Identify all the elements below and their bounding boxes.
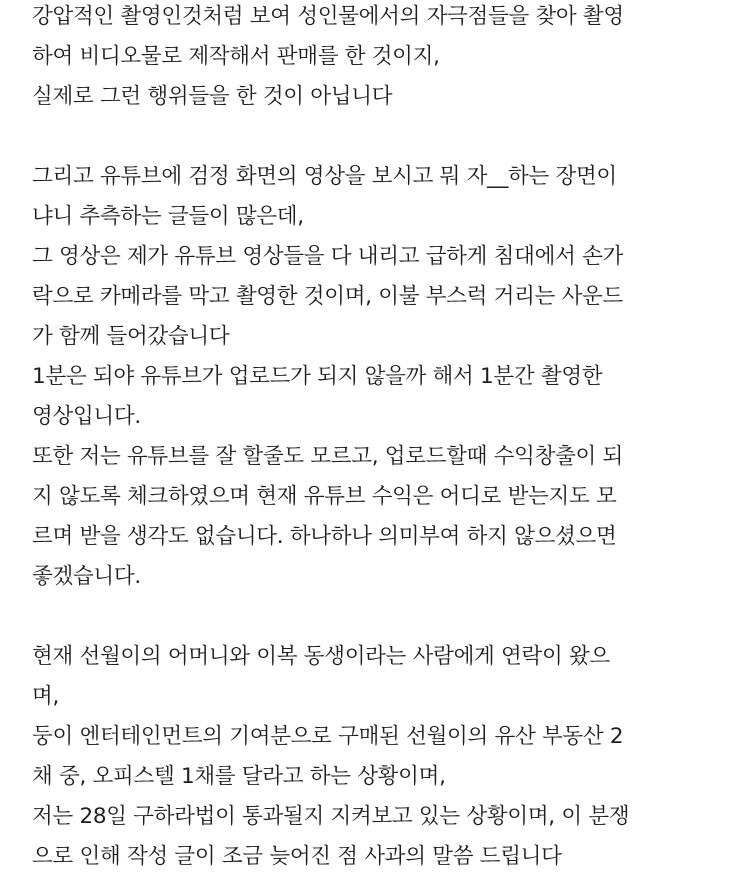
text-line: 그리고 유튜브에 검정 화면의 영상을 보시고 뭐 자__하는 장면이	[32, 164, 617, 189]
text-line: 또한 저는 유튜브를 잘 할줄도 모르고, 업로드할때 수익창출이 되	[32, 444, 624, 469]
text-line: 가 함께 들어갔습니다	[32, 324, 230, 349]
text-line: 르며 받을 생각도 없습니다. 하나하나 의미부여 하지 않으셨으면	[32, 524, 617, 549]
paragraph-gap	[32, 597, 720, 637]
text-line: 채 중, 오피스텔 1채를 달라고 하는 상황이며,	[32, 764, 446, 789]
text-line: 현재 선월이의 어머니와 이복 동생이라는 사람에게 연락이 왔으	[32, 644, 610, 669]
text-line: 지 않도록 체크하였으며 현재 유튜브 수익은 어디로 받는지도 모	[32, 484, 617, 509]
text-line: 냐니 추측하는 글들이 많은데,	[32, 204, 304, 229]
text-line: 강압적인 촬영인것처럼 보여 성인물에서의 자극점들을 찾아 촬영	[32, 4, 624, 29]
text-line: 실제로 그런 행위들을 한 것이 아닙니다	[32, 84, 393, 109]
text-line: 좋겠습니다.	[32, 564, 141, 589]
text-line: 저는 28일 구하라법이 통과될지 지켜보고 있는 상황이며, 이 분쟁	[32, 804, 630, 829]
text-line: 둥이 엔터테인먼트의 기여분으로 구매된 선월이의 유산 부동산 2	[32, 724, 624, 749]
text-line: 하여 비디오물로 제작해서 판매를 한 것이지,	[32, 44, 440, 69]
paragraph-gap	[32, 117, 720, 157]
text-line: 락으로 카메라를 막고 촬영한 것이며, 이불 부스럭 거리는 사운드	[32, 284, 624, 309]
text-line: 으로 인해 작성 글이 조금 늦어진 점 사과의 말씀 드립니다	[32, 844, 562, 869]
text-line: 1분은 되야 유튜브가 업로드가 되지 않을까 해서 1분간 촬영한	[32, 364, 603, 389]
text-line: 그 영상은 제가 유튜브 영상들을 다 내리고 급하게 침대에서 손가	[32, 244, 624, 269]
text-line: 영상입니다.	[32, 404, 141, 429]
text-line: 며,	[32, 684, 60, 709]
paragraph-3	[32, 637, 720, 877]
paragraph-2	[32, 157, 720, 597]
paragraph-1	[32, 0, 720, 117]
